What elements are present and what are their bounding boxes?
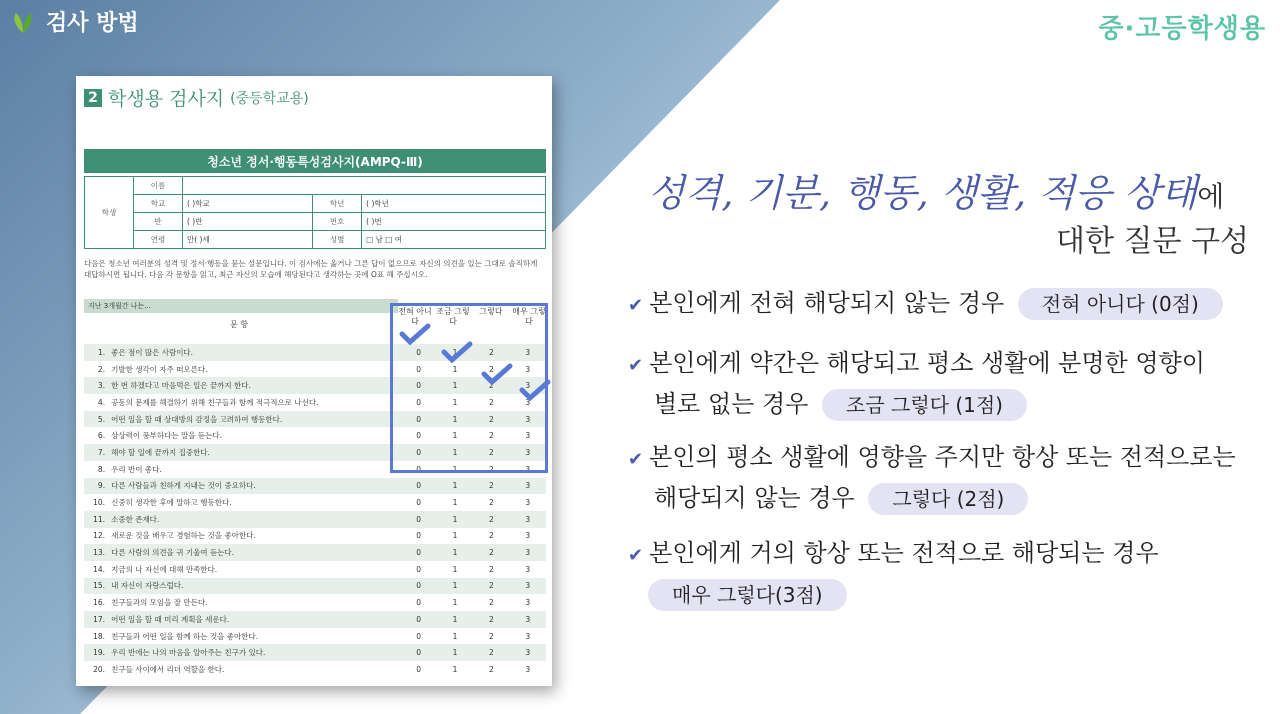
question-text: 어떤 일을 할 때 미리 계획을 세운다.: [111, 614, 230, 624]
answer-option: 0: [416, 548, 421, 558]
scale-item-text-2: 별로 없는 경우: [654, 390, 809, 418]
scale-item-text-2: 해당되지 않는 경우: [654, 484, 855, 512]
sex-label: 성별: [313, 231, 362, 249]
answer-option: 3: [525, 581, 531, 591]
answer-option: 3: [525, 464, 531, 474]
question-text: 신중히 생각한 후에 말하고 행동한다.: [111, 498, 232, 508]
class-field: ( )반: [183, 213, 313, 231]
answer-option: 2: [489, 564, 494, 574]
question-row: [84, 611, 546, 628]
leaf-icon: [8, 7, 38, 37]
item-header: 문 항: [230, 320, 248, 329]
number-field: ( )번: [362, 213, 546, 231]
question-number: 14.: [93, 564, 106, 574]
answer-option: 3: [525, 531, 531, 541]
score-pill: 매우 그렇다(3점): [648, 579, 847, 611]
doc-number-badge: 2: [84, 89, 102, 107]
question-number: 12.: [93, 531, 106, 541]
answer-option: 0: [416, 648, 421, 658]
scale-item-3: [628, 534, 1268, 613]
question-number: 19.: [93, 648, 106, 658]
question-number: 2.: [97, 364, 106, 374]
col-header-2: 그렇다: [479, 307, 503, 316]
answer-option: 2: [489, 447, 494, 457]
question-text: 새로운 것을 배우고 경험하는 것을 좋아한다.: [111, 531, 256, 541]
question-text: 우리 반이 좋다.: [111, 464, 162, 474]
student-label: 학생: [85, 177, 134, 249]
scale-item-2: [628, 438, 1268, 517]
scale-item-text: 본인에게 전혀 해당되지 않는 경우: [649, 289, 1005, 317]
answer-option: 1: [452, 531, 458, 541]
question-number: 17.: [93, 614, 106, 624]
answer-option: 2: [489, 581, 494, 591]
answer-option: 2: [489, 364, 494, 374]
answer-option: 1: [452, 481, 458, 491]
answer-option: 2: [489, 498, 494, 508]
answer-option: 1: [452, 364, 458, 374]
answer-option: 0: [416, 431, 421, 441]
question-text: 공동의 문제를 해결하기 위해 친구들과 함께 적극적으로 나선다.: [111, 397, 319, 407]
scale-item-text: 본인의 평소 생활에 영향을 주지만 항상 또는 전적으로는: [649, 443, 1236, 471]
answer-option: 2: [489, 347, 494, 357]
headline-line2: 대한 질문 구성: [1056, 224, 1249, 259]
answer-option: 3: [525, 648, 531, 658]
name-label: 이름: [134, 177, 183, 195]
question-row: [84, 528, 546, 545]
question-text: 다른 사람의 의견을 귀 기울여 듣는다.: [111, 548, 235, 558]
question-text: 친구들과 어떤 일을 함께 하는 것을 좋아한다.: [111, 631, 259, 641]
grade-label: 학년: [313, 195, 362, 213]
answer-option: 1: [452, 631, 458, 641]
answer-option: 3: [525, 631, 531, 641]
question-text: 소중한 존재다.: [111, 514, 160, 524]
col-header-1: 조금 그렇다: [436, 307, 470, 326]
doc-title: [84, 84, 309, 111]
answer-option: 2: [489, 548, 494, 558]
question-text: 상상력이 풍부하다는 말을 듣는다.: [111, 431, 223, 441]
doc-title-text: 학생용 검사지: [108, 88, 225, 110]
answer-option: 1: [452, 464, 458, 474]
answer-option: 1: [452, 397, 458, 407]
answer-option: 3: [525, 548, 531, 558]
answer-option: 2: [489, 431, 494, 441]
question-text: 좋은 점이 많은 사람이다.: [111, 347, 194, 357]
highlight-box: [390, 303, 548, 473]
scale-item-text: 본인에게 약간은 해당되고 평소 생활에 분명한 영향이: [649, 349, 1205, 377]
answer-option: 0: [416, 598, 421, 608]
answer-option: 3: [525, 498, 531, 508]
question-number: 13.: [93, 548, 106, 558]
answer-option: 2: [489, 464, 494, 474]
answer-option: 2: [489, 648, 494, 658]
score-pill: 전혀 아니다 (0점): [1018, 288, 1223, 320]
answer-option: 2: [489, 664, 494, 674]
answer-option: 0: [416, 514, 421, 524]
answer-option: 3: [525, 514, 531, 524]
answer-option: 0: [416, 347, 421, 357]
answer-option: 1: [452, 347, 458, 357]
answer-option: 0: [416, 414, 421, 424]
answer-option: 2: [489, 381, 494, 391]
scale-item-0: [628, 284, 1268, 325]
answer-option: 3: [525, 414, 531, 424]
question-row: [84, 494, 546, 511]
answer-option: 3: [525, 397, 531, 407]
student-info-table: [84, 176, 546, 249]
sex-field: □ 남 □ 여: [362, 231, 546, 249]
answer-option: 3: [525, 481, 531, 491]
answer-option: 0: [416, 531, 421, 541]
question-row: [84, 578, 546, 595]
class-label: 반: [134, 213, 183, 231]
age-label: 연령: [134, 231, 183, 249]
question-number: 18.: [93, 631, 106, 641]
brand-logo: 중·고등학생용: [1098, 14, 1266, 44]
question-number: 3.: [97, 381, 106, 391]
question-number: 5.: [97, 414, 106, 424]
name-field: [183, 177, 546, 195]
survey-title: 청소년 정서·행동특성검사지(AMPQ-Ⅲ): [84, 149, 546, 173]
instructions: 다음은 청소년 여러분의 성격 및 정서·행동을 묻는 설문입니다. 이 검사에는 옳거나 그른 답이 없으므로 자신의 의견을 있는 그대로 솔직하게 대답하시면 됩니다. 다음 각 문항을 읽고, 최근 자신의 모습에 해당된다고 생각하는 곳에 O표 해 주십시오.: [84, 259, 538, 279]
check-icon: ✔: [628, 449, 644, 470]
answer-option: 3: [525, 347, 531, 357]
answer-option: 2: [489, 614, 494, 624]
answer-option: 1: [452, 581, 458, 591]
answer-option: 1: [452, 598, 458, 608]
question-text: 다른 사람들과 친하게 지내는 것이 중요하다.: [111, 481, 256, 491]
answer-option: 1: [452, 664, 458, 674]
headline-suffix: 에: [1197, 180, 1225, 213]
answer-option: 0: [416, 447, 421, 457]
score-pill: 그렇다 (2점): [868, 483, 1028, 515]
question-number: 11.: [93, 514, 106, 524]
answer-option: 2: [489, 514, 494, 524]
answer-option: 3: [525, 664, 531, 674]
answer-option: 1: [452, 614, 458, 624]
check-icon: ✔: [628, 295, 644, 316]
answer-option: 1: [452, 447, 458, 457]
period-label: 지난 3개월간 나는...: [84, 299, 398, 313]
answer-option: 0: [416, 664, 421, 674]
answer-option: 1: [452, 431, 458, 441]
answer-option: 3: [525, 564, 531, 574]
grade-field: ( )학년: [362, 195, 546, 213]
question-number: 7.: [97, 447, 106, 457]
question-row: [84, 544, 546, 561]
question-number: 20.: [93, 664, 106, 674]
answer-option: 3: [525, 447, 531, 457]
answer-option: 3: [525, 431, 531, 441]
age-field: 만( )세: [183, 231, 313, 249]
question-number: 1.: [97, 347, 106, 357]
answer-option: 2: [489, 598, 494, 608]
answer-option: 1: [452, 414, 458, 424]
scale-item-text: 본인에게 거의 항상 또는 전적으로 해당되는 경우: [649, 539, 1159, 567]
question-number: 4.: [97, 397, 106, 407]
question-text: 지금의 나 자신에 대해 만족한다.: [111, 564, 218, 574]
answer-option: 2: [489, 531, 494, 541]
question-row: [84, 644, 546, 661]
answer-option: 0: [416, 397, 421, 407]
answer-option: 1: [452, 548, 458, 558]
question-number: 15.: [93, 581, 106, 591]
question-text: 친구들과의 모임을 잘 만든다.: [111, 598, 208, 608]
answer-option: 0: [416, 381, 421, 391]
answer-option: 2: [489, 414, 494, 424]
score-pill: 조금 그렇다 (1점): [822, 389, 1027, 421]
question-row: [84, 561, 546, 578]
answer-option: 3: [525, 614, 531, 624]
answer-option: 2: [489, 481, 494, 491]
question-row: [84, 661, 546, 678]
answer-option: 0: [416, 614, 421, 624]
answer-option: 0: [416, 631, 421, 641]
school-label: 학교: [134, 195, 183, 213]
question-text: 친구들 사이에서 리더 역할을 한다.: [111, 664, 225, 674]
headline: [648, 162, 1224, 217]
answer-option: 1: [452, 498, 458, 508]
scale-item-1: [628, 344, 1268, 423]
doc-subtitle: (중등학교용): [230, 90, 309, 107]
check-icon: ✔: [628, 545, 644, 566]
question-number: 8.: [97, 464, 106, 474]
answer-option: 2: [489, 397, 494, 407]
answer-option: 0: [416, 464, 421, 474]
school-field: ( )학교: [183, 195, 313, 213]
answer-option: 3: [525, 364, 531, 374]
answer-option: 1: [452, 381, 458, 391]
question-text: 한 번 하겠다고 마음먹은 일은 끝까지 한다.: [111, 381, 251, 391]
question-number: 10.: [93, 498, 106, 508]
question-row: [84, 594, 546, 611]
question-text: 어떤 일을 할 때 상대방의 감정을 고려하여 행동한다.: [111, 414, 283, 424]
question-row: [84, 478, 546, 495]
answer-option: 3: [525, 381, 531, 391]
headline-emphasis: 성격, 기분, 행동, 생활, 적응 상태: [648, 171, 1198, 215]
answer-option: 3: [525, 598, 531, 608]
question-text: 우리 반에는 나의 마음을 알아주는 친구가 있다.: [111, 648, 266, 658]
question-text: 해야 할 일에 끝까지 집중한다.: [111, 447, 210, 457]
answer-option: 0: [416, 581, 421, 591]
number-label: 번호: [313, 213, 362, 231]
question-number: 6.: [97, 431, 106, 441]
check-icon: ✔: [628, 355, 644, 376]
question-number: 9.: [97, 481, 106, 491]
col-header-3: 매우 그렇다: [512, 307, 546, 326]
answer-option: 1: [452, 648, 458, 658]
answer-option: 0: [416, 364, 421, 374]
question-text: 기발한 생각이 자주 떠오른다.: [111, 364, 208, 374]
question-row: [84, 628, 546, 645]
col-header-0: 전혀 아니다: [398, 307, 432, 326]
answer-option: 2: [489, 631, 494, 641]
survey-document: [76, 76, 552, 686]
header: [8, 6, 139, 37]
answer-option: 0: [416, 564, 421, 574]
answer-option: 0: [416, 498, 421, 508]
question-text: 내 자신이 자랑스럽다.: [111, 581, 184, 591]
answer-option: 0: [416, 481, 421, 491]
answer-option: 1: [452, 564, 458, 574]
question-row: [84, 511, 546, 528]
answer-option: 1: [452, 514, 458, 524]
question-number: 16.: [93, 598, 106, 608]
section-title: 검사 방법: [46, 11, 139, 36]
